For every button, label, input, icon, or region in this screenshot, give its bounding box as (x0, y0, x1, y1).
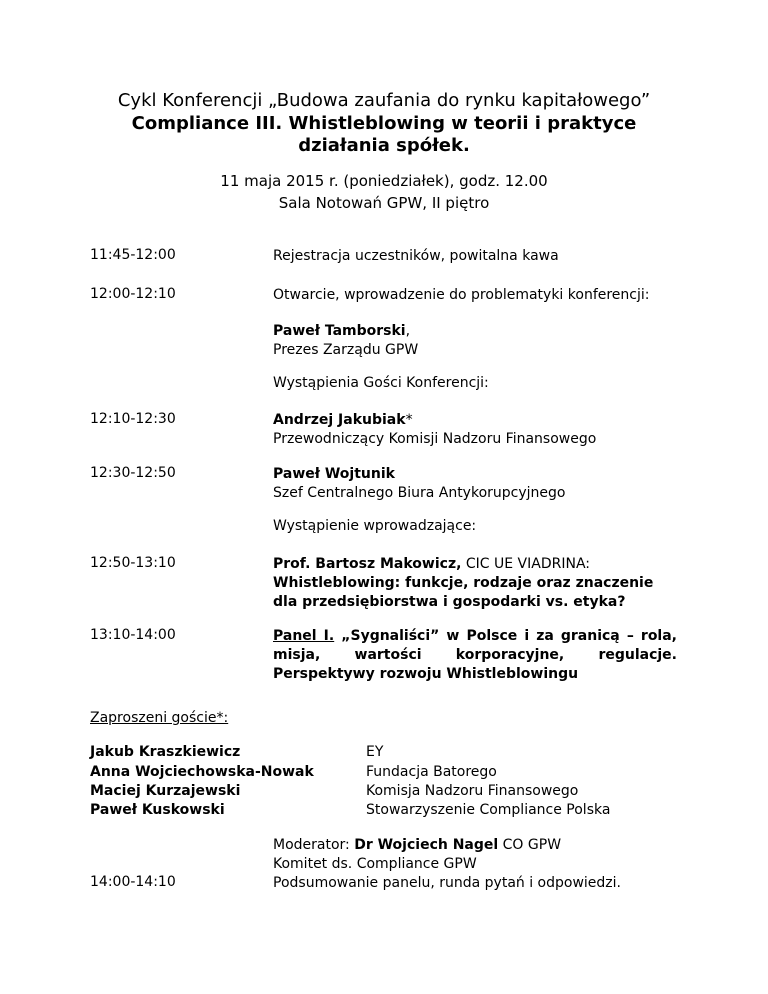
guests-intro-label: Wystąpienia Gości Konferencji: (273, 375, 489, 391)
asterisk: * (405, 412, 413, 428)
speaker-name: Prof. Bartosz Makowicz, (273, 556, 462, 572)
speaker-makowicz (273, 555, 677, 612)
committee-line: Komitet ds. Compliance GPW (273, 856, 477, 872)
agenda-item-opening: Otwarcie, wprowadzenie do problematyki konferencji: (273, 287, 650, 303)
moderator-label: Moderator: (273, 837, 355, 853)
agenda-item-registration: Rejestracja uczestników, powitalna kawa (273, 248, 559, 264)
invited-guests-heading: Zaproszeni goście*: (90, 710, 229, 726)
guest-name: Maciej Kurzajewski (90, 783, 241, 799)
agenda-time-makowicz: 12:50-13:10 (90, 555, 176, 571)
agenda-time-jakubiak: 12:10-12:30 (90, 411, 176, 427)
speaker-affiliation: CIC UE VIADRINA: (461, 556, 590, 572)
moderator-line (273, 836, 713, 855)
panel-title-line-1: „Sygnaliści” w Polsce i za granicą – rola, (334, 628, 677, 644)
conference-series: Cykl Konferencji „Budowa zaufania do rynku kapitałowego” (117, 90, 651, 111)
guest-organization: Stowarzyszenie Compliance Polska (366, 802, 611, 818)
name-comma: , (405, 323, 411, 339)
guest-organization: Fundacja Batorego (366, 764, 497, 780)
guest-name: Anna Wojciechowska-Nowak (90, 764, 314, 780)
speaker-tamborski (273, 322, 677, 360)
panel-description (273, 627, 677, 684)
summary-text: Podsumowanie panelu, runda pytań i odpowiedzi. (273, 875, 621, 891)
moderator-org: CO GPW (498, 837, 562, 853)
agenda-time-opening: 12:00-12:10 (90, 286, 176, 302)
moderator-name: Dr Wojciech Nagel (354, 837, 499, 853)
agenda-time-summary: 14:00-14:10 (90, 874, 176, 890)
speaker-name: Paweł Tamborski (273, 323, 406, 339)
agenda-time-registration: 11:45-12:00 (90, 247, 176, 263)
speaker-role: Prezes Zarządu GPW (273, 342, 419, 358)
intro-talk-label: Wystąpienie wprowadzające: (273, 518, 477, 534)
panel-title-line-2: misja, wartości korporacyjne, regulacje. (273, 647, 677, 663)
speaker-role: Szef Centralnego Biura Antykorupcyjnego (273, 485, 566, 501)
guest-name: Jakub Kraszkiewicz (90, 744, 241, 760)
agenda-time-wojtunik: 12:30-12:50 (90, 465, 176, 481)
panel-title-line-3: Perspektywy rozwoju Whistleblowingu (273, 666, 579, 682)
guest-name: Paweł Kuskowski (90, 802, 225, 818)
event-venue: Sala Notowań GPW, II piętro (278, 194, 490, 212)
page-title (0, 113, 768, 157)
speaker-wojtunik (273, 465, 677, 503)
talk-topic-line-2: dla przedsiębiorstwa i gospodarki vs. etyka? (273, 594, 626, 610)
speaker-name: Andrzej Jakubiak (273, 412, 406, 428)
panel-label: Panel I. (273, 628, 335, 644)
title-line-1: Compliance III. Whistleblowing w teorii i praktyce (131, 113, 637, 134)
event-date: 11 maja 2015 r. (poniedziałek), godz. 12.00 (220, 172, 548, 190)
talk-topic-line-1: Whistleblowing: funkcje, rodzaje oraz znaczenie (273, 575, 654, 591)
agenda-time-panel: 13:10-14:00 (90, 627, 176, 643)
speaker-name: Paweł Wojtunik (273, 466, 395, 482)
title-line-2: działania spółek. (298, 135, 470, 156)
guest-organization: EY (366, 744, 384, 760)
guest-organization: Komisja Nadzoru Finansowego (366, 783, 579, 799)
speaker-role: Przewodniczący Komisji Nadzoru Finansowego (273, 431, 597, 447)
speaker-jakubiak (273, 411, 677, 449)
